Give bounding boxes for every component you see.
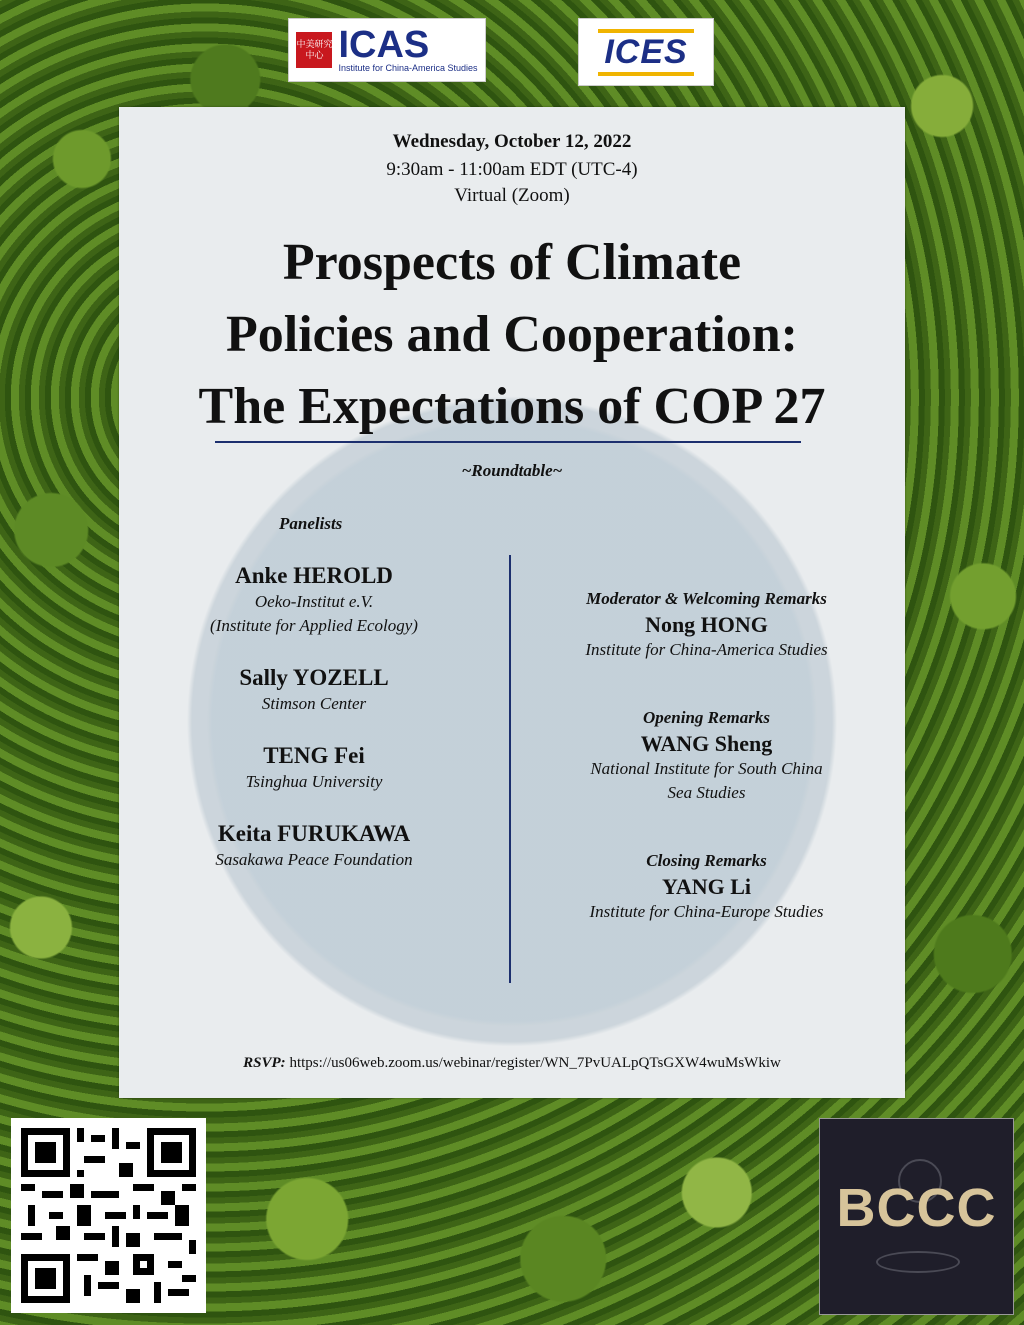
panelist-name: TENG Fei (263, 743, 365, 768)
event-format: ~Roundtable~ (461, 461, 563, 480)
event-title (119, 227, 905, 443)
rsvp-label: RSVP: (243, 1055, 286, 1071)
event-date: Wednesday, October 12, 2022 (392, 131, 632, 152)
speaker-affiliation: Sea Studies (667, 783, 746, 802)
panelist (159, 820, 469, 872)
remarks-block (529, 587, 884, 662)
remarks-list (529, 587, 884, 968)
remarks-role: Opening Remarks (642, 708, 771, 727)
bccc-logo-text: BCCC (836, 1178, 997, 1238)
icas-logo (288, 18, 486, 82)
rsvp-line (119, 1055, 905, 1072)
icas-logo-subtitle: Institute for China-America Studies (338, 63, 478, 73)
speaker-affiliation: Institute for China-Europe Studies (589, 902, 824, 921)
ices-logo (578, 18, 714, 86)
event-time: 9:30am - 11:00am EDT (UTC-4) (386, 159, 638, 180)
speaker-affiliation: Institute for China-America Studies (585, 640, 828, 659)
title-line-1: Prospects of Climate (282, 234, 742, 291)
speaker-name: WANG Sheng (640, 731, 773, 756)
panelist-affiliation: Sasakawa Peace Foundation (215, 850, 413, 869)
event-venue: Virtual (Zoom) (454, 185, 570, 206)
panelist-name: Sally YOZELL (239, 665, 389, 690)
bccc-logo (819, 1118, 1014, 1315)
remarks-block (529, 706, 884, 805)
panelist-affiliation: Oeko-Institut e.V. (254, 592, 374, 611)
panelist-affiliation: Tsinghua University (245, 772, 383, 791)
title-line-2: Policies and Cooperation: (226, 306, 798, 363)
title-divider (215, 441, 801, 443)
column-divider (509, 555, 511, 983)
rsvp-link[interactable]: https://us06web.zoom.us/webinar/register/WN_7PvUALpQTsGXW4wuMsWkiw (289, 1055, 781, 1071)
title-line-3: The Expectations of COP 27 (198, 378, 826, 435)
panelist (159, 562, 469, 638)
qr-code-icon (21, 1128, 196, 1303)
panelist-affiliation: (Institute for Applied Ecology) (210, 616, 418, 635)
panelist-name: Anke HEROLD (235, 563, 393, 588)
remarks-block (529, 849, 884, 924)
ices-logo-text: ICES (598, 29, 693, 76)
panelist-name: Keita FURUKAWA (217, 821, 411, 846)
panelist (159, 742, 469, 794)
bccc-base-icon (876, 1251, 960, 1273)
panelist (159, 664, 469, 716)
speaker-name: Nong HONG (645, 612, 768, 637)
qr-code[interactable] (11, 1118, 206, 1313)
panelists-list (159, 562, 469, 898)
speaker-affiliation: National Institute for South China (590, 759, 823, 778)
remarks-role: Moderator & Welcoming Remarks (586, 589, 827, 608)
remarks-role: Closing Remarks (646, 851, 767, 870)
panelist-affiliation: Stimson Center (261, 694, 367, 713)
icas-logo-text: ICAS (338, 24, 430, 66)
icas-seal: 中美研究中心 (296, 32, 332, 68)
panelists-heading: Panelists (279, 514, 343, 533)
speaker-name: YANG Li (661, 874, 752, 899)
event-panel (119, 107, 905, 1098)
